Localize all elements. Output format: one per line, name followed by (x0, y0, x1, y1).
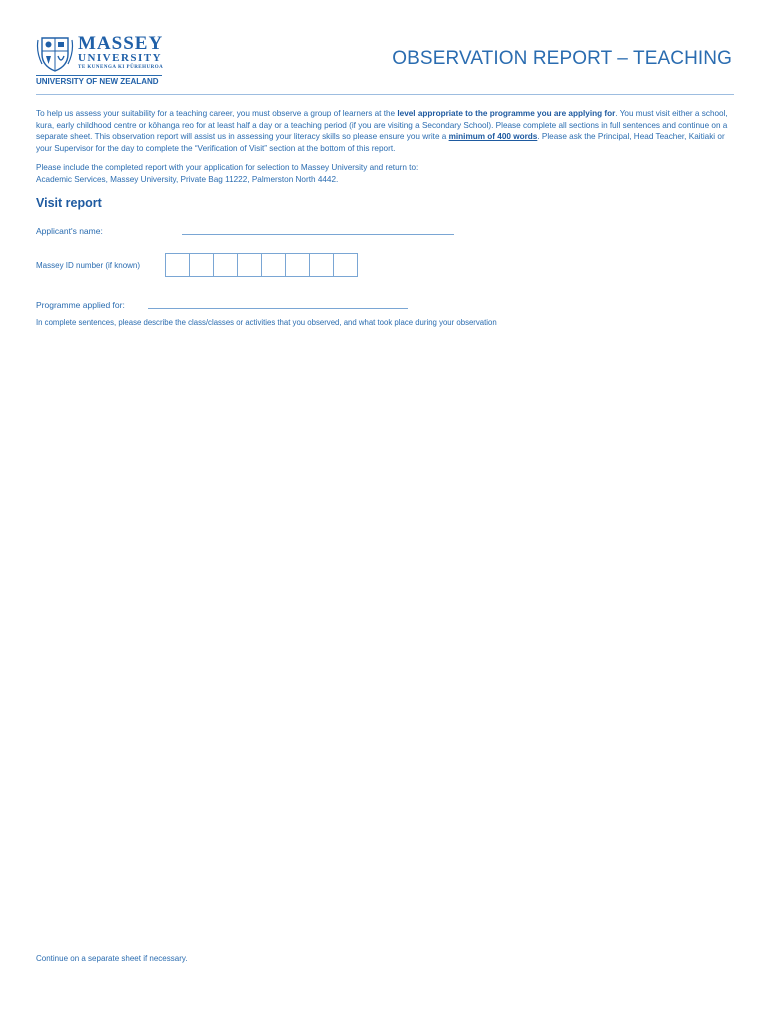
intro-paragraph (36, 108, 736, 154)
id-digit-box[interactable] (333, 253, 358, 277)
massey-id-label: Massey ID number (if known) (36, 261, 141, 270)
logo-university-text: UNIVERSITY (78, 52, 163, 64)
id-digit-box[interactable] (261, 253, 286, 277)
id-digit-box[interactable] (213, 253, 238, 277)
id-digit-box[interactable] (189, 253, 214, 277)
logo-divider (36, 75, 162, 76)
id-digit-box[interactable] (165, 253, 190, 277)
logo-massey-text: MASSEY (78, 33, 164, 54)
intro-text-b: . You must visit either a school, kura, early childhood centre or kōhanga reo for at least half a day or a teaching period (if you are visiting a Secondary School). Please complete all sections in full sentences and continue on a separate sheet. This observation report will assist us in assessing your literacy skills so please ensure you write a (36, 109, 728, 141)
id-digit-box[interactable] (309, 253, 334, 277)
applicant-name-label: Applicant's name: (36, 226, 103, 236)
page-title: OBSERVATION REPORT – TEACHING (392, 48, 732, 69)
programme-label: Programme applied for: (36, 300, 125, 310)
visit-report-heading: Visit report (36, 196, 102, 210)
logo-maori-text: TE KUNENGA KI PŪREHUROA (78, 65, 164, 70)
return-instructions (36, 162, 736, 185)
applicant-name-field[interactable] (182, 234, 454, 235)
logo-subline: UNIVERSITY OF NEW ZEALAND (36, 77, 159, 86)
crest-icon (36, 34, 74, 72)
intro-text-a: To help us assess your suitability for a teaching career, you must observe a group of learners at the (36, 109, 398, 118)
programme-field[interactable] (148, 308, 408, 309)
intro-text-c: . Please ask the Principal, Head Teacher, Kaitiaki or your Supervisor for the day to complete the “Verification of Visit” section at the bottom of this report. (36, 132, 725, 153)
intro-bold-minimum: minimum of 400 words (448, 132, 538, 141)
header-divider (36, 94, 734, 95)
id-digit-box[interactable] (237, 253, 262, 277)
observation-prompt: In complete sentences, please describe the class/classes or activities that you observed, and what took place during your observation (36, 318, 497, 327)
massey-logo (36, 34, 168, 88)
massey-id-boxes (166, 253, 358, 277)
id-digit-box[interactable] (285, 253, 310, 277)
intro-bold-level: level appropriate to the programme you are applying for (397, 109, 616, 118)
continue-note: Continue on a separate sheet if necessary. (36, 954, 188, 963)
return-address: Academic Services, Massey University, Private Bag 11222, Palmerston North 4442. (36, 174, 339, 184)
return-line-1: Please include the completed report with your application for selection to Massey University and return to: (36, 163, 419, 172)
